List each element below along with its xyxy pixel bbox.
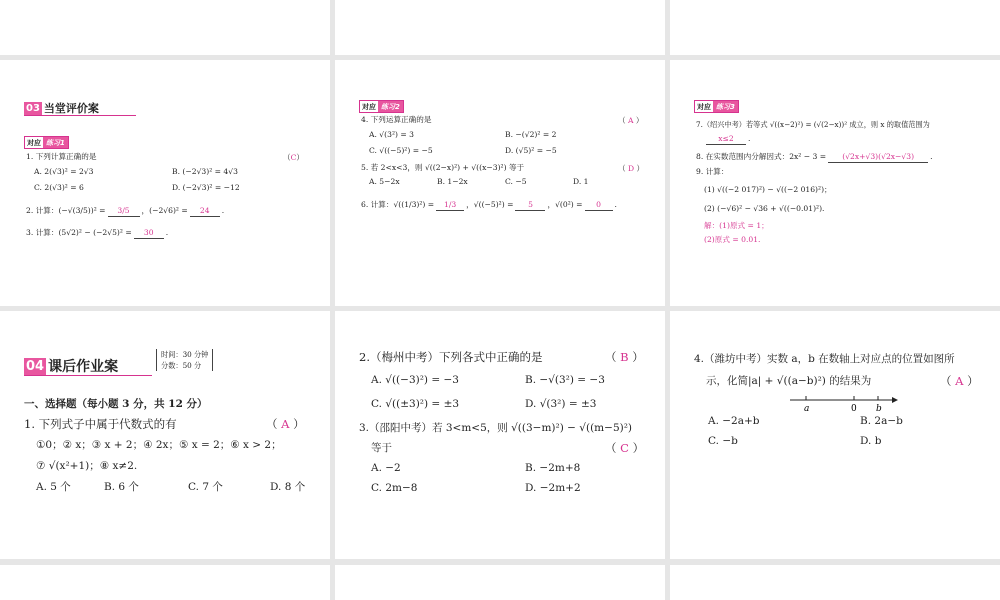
option-B: B. 6 个 <box>104 481 139 493</box>
panel-bottom-right <box>670 565 1000 600</box>
option-C: C. 7 个 <box>188 481 223 493</box>
question-1-line-1: ①0；② x；③ x + 2；④ 2x；⑤ x = 2；⑥ x > 2； <box>36 439 282 451</box>
panel-homework-1 <box>0 311 330 559</box>
option-D: D. 8 个 <box>270 481 306 493</box>
answer-paren-1: （ A ） <box>266 417 305 431</box>
answer-1: A <box>281 417 290 431</box>
question-8: 8. 在实数范围内分解因式：2x² − 3 = (√2x+√3)(√2x−√3) . <box>696 152 933 161</box>
question-5: 5. 若 2<x<3，则 √((2−x)²) + √((x−3)²) 等于 <box>361 163 525 172</box>
answer-2: B <box>620 350 629 364</box>
answer-blank: 24 <box>190 206 220 217</box>
question-4: 4. 下列运算正确的是 <box>361 115 432 124</box>
question-1: 1. 下列式子中属于代数式的有 <box>24 417 177 431</box>
solution-2: (2)原式 = 0.01. <box>704 235 761 244</box>
option-D: D. (√5)² = −5 <box>505 146 557 155</box>
answer-blank: 5 <box>515 200 545 211</box>
option-B: B. 2a−b <box>860 415 903 427</box>
question-2: 2. 计算：(−√(3/5))² = 3/5 ，(−2√6)² = 24 . <box>26 206 225 215</box>
practice-tag <box>24 136 69 149</box>
option-D: D. −2m+2 <box>525 482 581 494</box>
solution-1: 解：(1)原式 = 1； <box>704 221 769 230</box>
question-3: 3. 计算：(5√2)² − (−2√5)² = 30 . <box>26 228 169 237</box>
question-7-answer: x≤2 . <box>704 134 750 145</box>
answer-1: C <box>290 153 297 162</box>
panel-top-left <box>0 0 330 55</box>
option-A: A. 5−2x <box>369 177 400 186</box>
section-number: 03 <box>26 102 40 114</box>
answer-blank: (√2x+√3)(√2x−√3) <box>828 152 928 163</box>
section-header-04 <box>24 356 118 376</box>
section-number: 04 <box>26 358 45 374</box>
option-B: B. −√(3²) = −3 <box>525 374 605 386</box>
panel-practice-2 <box>335 60 665 306</box>
panel-bottom-center <box>335 565 665 600</box>
question-7: 7.（绍兴中考）若等式 √((x−2)²) = (√(2−x))² 成立，则 x 的取值范围为 <box>696 120 930 129</box>
tag-practice: 练习3 <box>713 101 738 112</box>
option-C: C. −b <box>708 435 738 447</box>
option-C: C. √((±3)²) = ±3 <box>371 398 460 410</box>
answer-5: D <box>628 164 635 173</box>
answer-blank: 1/3 <box>436 200 464 211</box>
tag-practice: 练习1 <box>43 137 68 148</box>
question-6: 6. 计算：√((1/3)²) = 1/3 ，√((−5)²) = 5 ，√(0²) = 0 . <box>361 200 617 209</box>
section-title: 当堂评价案 <box>43 102 99 115</box>
answer-paren-2: （ B ） <box>605 350 644 364</box>
practice-tag <box>359 100 404 113</box>
answer-blank: 30 <box>134 228 164 239</box>
answer-paren-1: （C） <box>283 153 304 162</box>
part-heading: 一、选择题（每小题 3 分，共 12 分） <box>24 398 208 410</box>
panel-homework-2 <box>335 311 665 559</box>
panel-homework-3 <box>670 311 1000 559</box>
axis-label-b: b <box>876 404 882 413</box>
question-3-line-2: 等于 <box>371 442 392 454</box>
tag-label: 对应 <box>27 138 41 147</box>
answer-paren-3: （ C ） <box>605 441 645 455</box>
question-9: 9. 计算： <box>696 167 729 176</box>
section-underline <box>24 115 136 116</box>
question-9-part-2: (2) (−√6)² − √36 + √((−0.01)²). <box>704 204 825 213</box>
panel-practice-3 <box>670 60 1000 306</box>
question-3: 3.（邵阳中考）若 3<m<5，则 √((3−m)²) − √((m−5)²) <box>359 422 633 434</box>
section-title: 课后作业案 <box>48 359 119 375</box>
score-total: 分数：50 分 <box>161 361 202 370</box>
answer-4: A <box>628 116 634 125</box>
option-C: C. √((−5)²) = −5 <box>369 146 433 155</box>
section-header-03 <box>24 100 99 116</box>
option-A: A. √(3²) = 3 <box>369 130 414 139</box>
axis-label-0: 0 <box>851 404 857 413</box>
panel-bottom-left <box>0 565 330 600</box>
option-A: A. 5 个 <box>36 481 71 493</box>
answer-blank: x≤2 <box>706 134 746 145</box>
panel-top-right <box>670 0 1000 55</box>
option-C: C. 2(√3)² = 6 <box>34 183 84 192</box>
question-1: 1. 下列计算正确的是 <box>26 152 97 161</box>
tag-label: 对应 <box>362 102 376 111</box>
option-C: C. 2m−8 <box>371 482 418 494</box>
answer-3: C <box>620 441 629 455</box>
time-limit: 时间：30 分钟 <box>161 350 209 359</box>
option-A: A. −2 <box>371 462 401 474</box>
answer-paren-5: （ D ） <box>618 164 645 173</box>
answer-paren-4: （ A ） <box>618 116 644 125</box>
option-C: C. −5 <box>505 177 527 186</box>
tag-label: 对应 <box>697 102 711 111</box>
question-1-line-2: ⑦ √(x²+1)；⑧ x≠2. <box>36 460 138 472</box>
answer-4: A <box>955 374 964 388</box>
section-underline <box>24 375 152 376</box>
option-B: B. (−2√3)² = 4√3 <box>172 167 238 176</box>
option-A: A. −2a+b <box>708 415 760 427</box>
question-2: 2.（梅州中考）下列各式中正确的是 <box>359 350 543 364</box>
question-4: 4.（潍坊中考）实数 a，b 在数轴上对应点的位置如图所 <box>694 353 955 365</box>
option-D: D. b <box>860 435 882 447</box>
tag-practice: 练习2 <box>378 101 403 112</box>
answer-blank: 0 <box>585 200 613 211</box>
option-B: B. −(√2)² = 2 <box>505 130 557 139</box>
time-score-box <box>156 349 213 371</box>
question-9-part-1: (1) √((−2 017)²) − √((−2 016)²)； <box>704 185 832 194</box>
number-line <box>788 391 898 413</box>
question-4-line-2: 示，化简|a| + √((a−b)²) 的结果为 <box>706 375 872 387</box>
option-D: D. (−2√3)² = −12 <box>172 183 240 192</box>
option-B: B. −2m+8 <box>525 462 581 474</box>
answer-blank: 3/5 <box>108 206 140 217</box>
answer-paren-4: （ A ） <box>940 374 979 388</box>
practice-tag <box>694 100 739 113</box>
option-D: D. √(3²) = ±3 <box>525 398 597 410</box>
option-B: B. 1−2x <box>437 177 468 186</box>
axis-label-a: a <box>804 404 810 413</box>
panel-top-center <box>335 0 665 55</box>
panel-practice-1 <box>0 60 330 306</box>
option-A: A. 2(√3)² = 2√3 <box>34 167 94 176</box>
option-A: A. √((−3)²) = −3 <box>371 374 459 386</box>
option-D: D. 1 <box>573 177 589 186</box>
